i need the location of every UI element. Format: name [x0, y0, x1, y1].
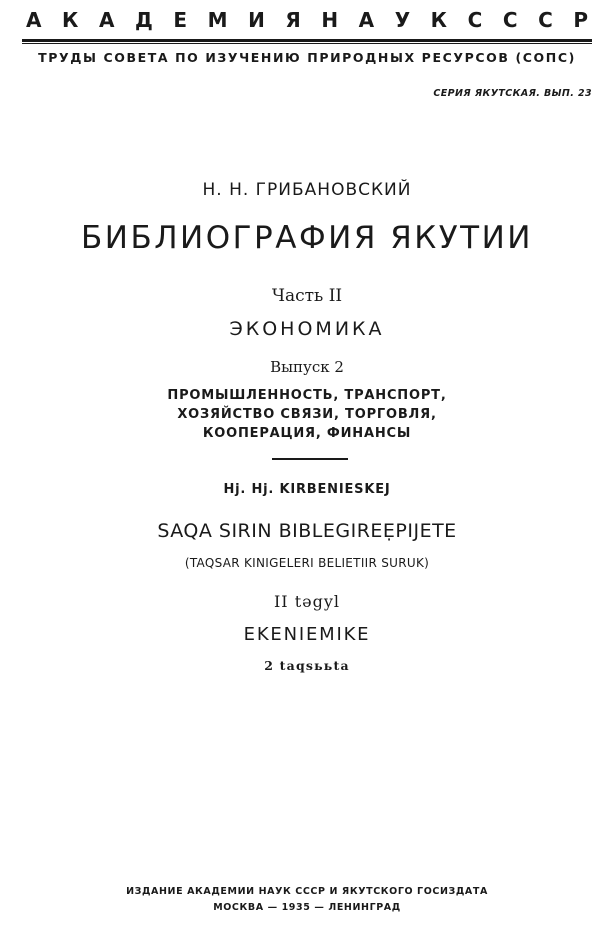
- yakut-issue-label: 2 taqsььta: [264, 658, 350, 673]
- header-rule-thin: [22, 43, 592, 44]
- council-line: ТРУДЫ СОВЕТА ПО ИЗУЧЕНИЮ ПРИРОДНЫХ РЕСУРСОВ (СОПС): [38, 50, 576, 65]
- academy-header: А К А Д Е М И Я Н А У К С С С Р: [26, 8, 588, 32]
- author-name: Н. Н. ГРИБАНОВСКИЙ: [202, 180, 412, 200]
- yakut-part-label: II təgyl: [273, 592, 341, 611]
- yakut-book-title: SAQA SIRIN BIBLEGIREẸPIJETE: [157, 520, 457, 542]
- topics-block: [0, 386, 614, 443]
- yakut-subtitle: (TAQSAR KINIGELERI BELIETIIR SURUK): [184, 556, 430, 570]
- header-rule-thick: [22, 39, 592, 42]
- publisher-line: ИЗДАНИЕ АКАДЕМИИ НАУК СССР И ЯКУТСКОГО ГОСИЗДАТА: [126, 886, 488, 897]
- book-title: БИБЛИОГРАФИЯ ЯКУТИИ: [81, 220, 533, 256]
- yakut-author-name: Hj. Hj. KIRBENIESKEJ: [223, 482, 391, 497]
- section-divider: [272, 458, 348, 460]
- series-line: СЕРИЯ ЯКУТСКАЯ. ВЫП. 23: [433, 88, 592, 99]
- yakut-section-title: EKENIEMIKE: [243, 624, 371, 645]
- place-year-line: МОСКВА — 1935 — ЛЕНИНГРАД: [213, 902, 401, 913]
- topics-line: ПРОМЫШЛЕННОСТЬ, ТРАНСПОРТ,: [167, 388, 447, 403]
- section-title: ЭКОНОМИКА: [229, 318, 385, 340]
- topics-line: КООПЕРАЦИЯ, ФИНАНСЫ: [202, 426, 412, 441]
- issue-label: Выпуск 2: [270, 358, 344, 376]
- topics-line: ХОЗЯЙСТВО СВЯЗИ, ТОРГОВЛЯ,: [177, 407, 437, 422]
- part-label: Часть II: [271, 286, 343, 306]
